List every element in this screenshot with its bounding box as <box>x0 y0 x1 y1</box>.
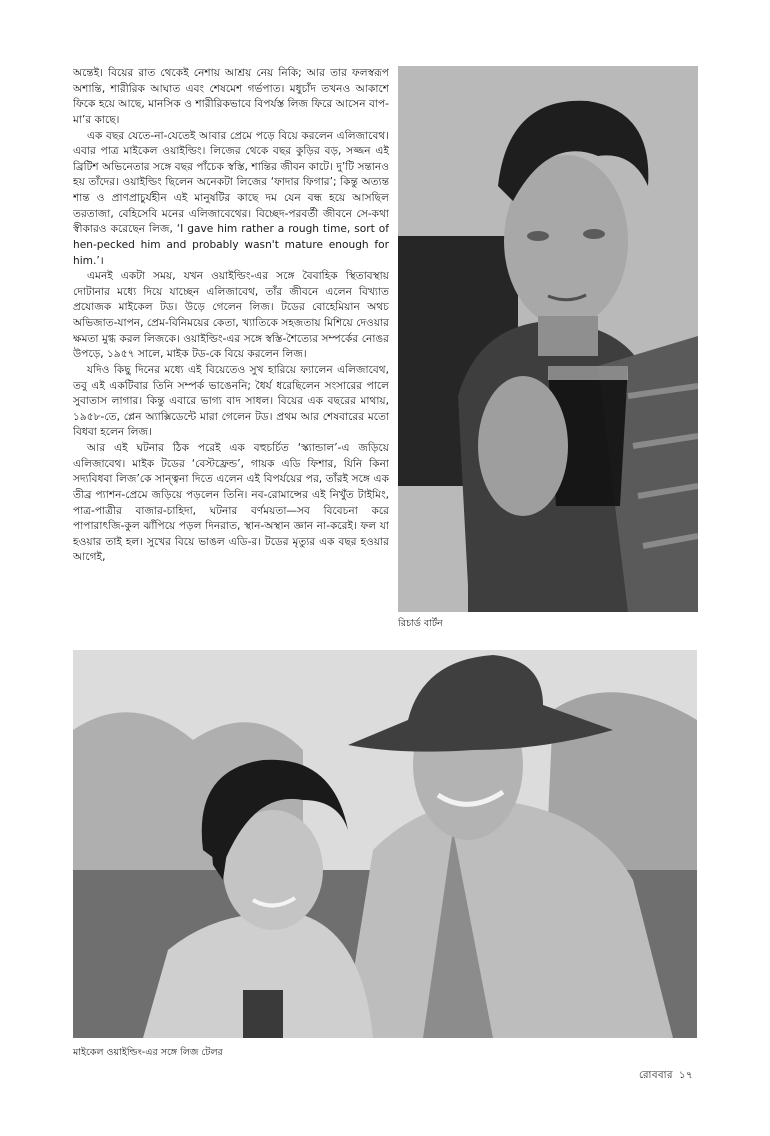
page-number: ১৭ <box>679 1070 693 1081</box>
article-paragraph: অন্তেই। বিয়ের রাত থেকেই নেশায় আশ্রয় নেয় নিকি; আর তার ফলস্বরূপ অশান্তি, শারীরিক আঘাত এবং শেষমেশ গর্ভপাত। মধুচাঁদ তখনও আকাশে ফিকে হয়ে আছে, মানসিক ও শারীরিকভাবে বিপর্যস্ত লিজ ফিরে আসেন বাপ-মা’র কাছে। <box>73 67 389 126</box>
page-footer <box>633 1068 693 1085</box>
michael-wilding-liz-taylor-caption: মাইকেল ওয়াইল্ডিং-এর সঙ্গে লিজ টেলর <box>73 1047 223 1058</box>
richard-burton-photo <box>398 66 698 612</box>
article-paragraph: আর এই ঘটনার ঠিক পরেই এক বহুচর্চিত ‘স্ক্যান্ডাল’-এ জড়িয়ে এলিজাবেথ। মাইক টডের ‘বেস্টফ্রেন্ড’, গায়ক এডি ফিশার, যিনি কিনা সদ্যবিধবা লিজ’কে সান্ত্বনা দিতে এলেন এই বিপর্যয়ের পর, তাঁরই সঙ্গে এক তীব্র প্যাশন-প্রেমে জড়িয়ে পড়লেন তিনি। নব-রোমান্সের এই নিখুঁত টাইমিং, পাত্র-পাত্রীর বাজার-চাহিদা, ঘটনার বর্ণময়তা—সব বিবেচনা করে পাপারাৎজি-কুল ঝাঁপিয়ে পড়ল দিনরাত, স্থান-অস্থান জ্ঞান না-করেই। ফল যা হওয়ার তাই হল। সুখের বিয়ে ভাঙল এডি-র। টডের মৃত্যুর এক বছর হওয়ার আগেই, <box>73 442 389 564</box>
magazine-name: রোববার <box>639 1070 673 1081</box>
article-body <box>73 66 389 640</box>
richard-burton-caption: রিচার্ড বার্টন <box>398 618 443 629</box>
michael-wilding-liz-taylor-photo <box>73 650 697 1038</box>
article-paragraph: এমনই একটা সময়, যখন ওয়াইল্ডিং-এর সঙ্গে বৈবাহিক স্থিতাবস্থায় দোটানার মধ্যে দিয়ে যাচ্ছেন এলিজাবেথ, তাঁর জীবনে এলেন বিখ্যাত প্রযোজক মাইকেল টড। উড়ে গেলেন লিজ। টডের বোহেমিয়ান অথচ অভিজাত-যাপন, প্রেম-বিনিময়ের কেতা, খ্যাতিকে সহজতায় মিশিয়ে দেওয়ার ক্ষমতা মুগ্ধ করল লিজকে। ওয়াইল্ডিং-এর সঙ্গে স্বস্তি-শৈত্যের সম্পর্কের নোঙর উপড়ে, ১৯৫৭ সালে, মাইক টড-কে বিয়ে করলেন লিজ। <box>73 270 389 361</box>
article-paragraph: এক বছর যেতে-না-যেতেই আবার প্রেমে পড়ে বিয়ে করলেন এলিজাবেথ। এবার পাত্র মাইকেল ওয়াইল্ডিং। লিজের থেকে বছর কুড়ির বড়, সজ্জন এই ব্রিটিশ অভিনেতার সঙ্গে বছর পাঁচেক স্বস্তি, শান্তির জীবন কাটে। দু’টি সন্তানও হয় তাঁদের। ওয়াইল্ডিং ছিলেন অনেকটা লিজের ‘ফাদার ফিগার’; কিন্তু অত্যন্ত শান্ত ও প্রাণপ্রাচুর্যহীন এই মানুষটির কাছে দম যেন বন্ধ হয়ে আসছিল তরতাজা, বেহিসেবি মনের এলিজাবেথের। বিচ্ছেদ-পরবর্তী জীবনে সে-কথা স্বীকারও করেছেন লিজ, ‘I gave him rather a rough time, sort of hen-pecked him and probably wasn't mature enough for him.’। <box>73 129 389 267</box>
article-paragraph: যদিও কিছু দিনের মধ্যে এই বিয়েতেও সুখ হারিয়ে ফ্যালেন এলিজাবেথ, তবু এই একটিবার তিনি সম্পর্ক ভাঙেননি; ধৈর্য ধরেছিলেন সংসারের পালে সুবাতাস লাগার। কিন্তু এবারে ভাগ্য বাদ সাধল। বিয়ের এক বছরের মাথায়, ১৯৫৮-তে, প্লেন অ্যাক্সিডেন্টে মারা গেলেন টড। প্রথম আর শেষবারের মতো বিধবা হলেন লিজ। <box>73 363 389 439</box>
